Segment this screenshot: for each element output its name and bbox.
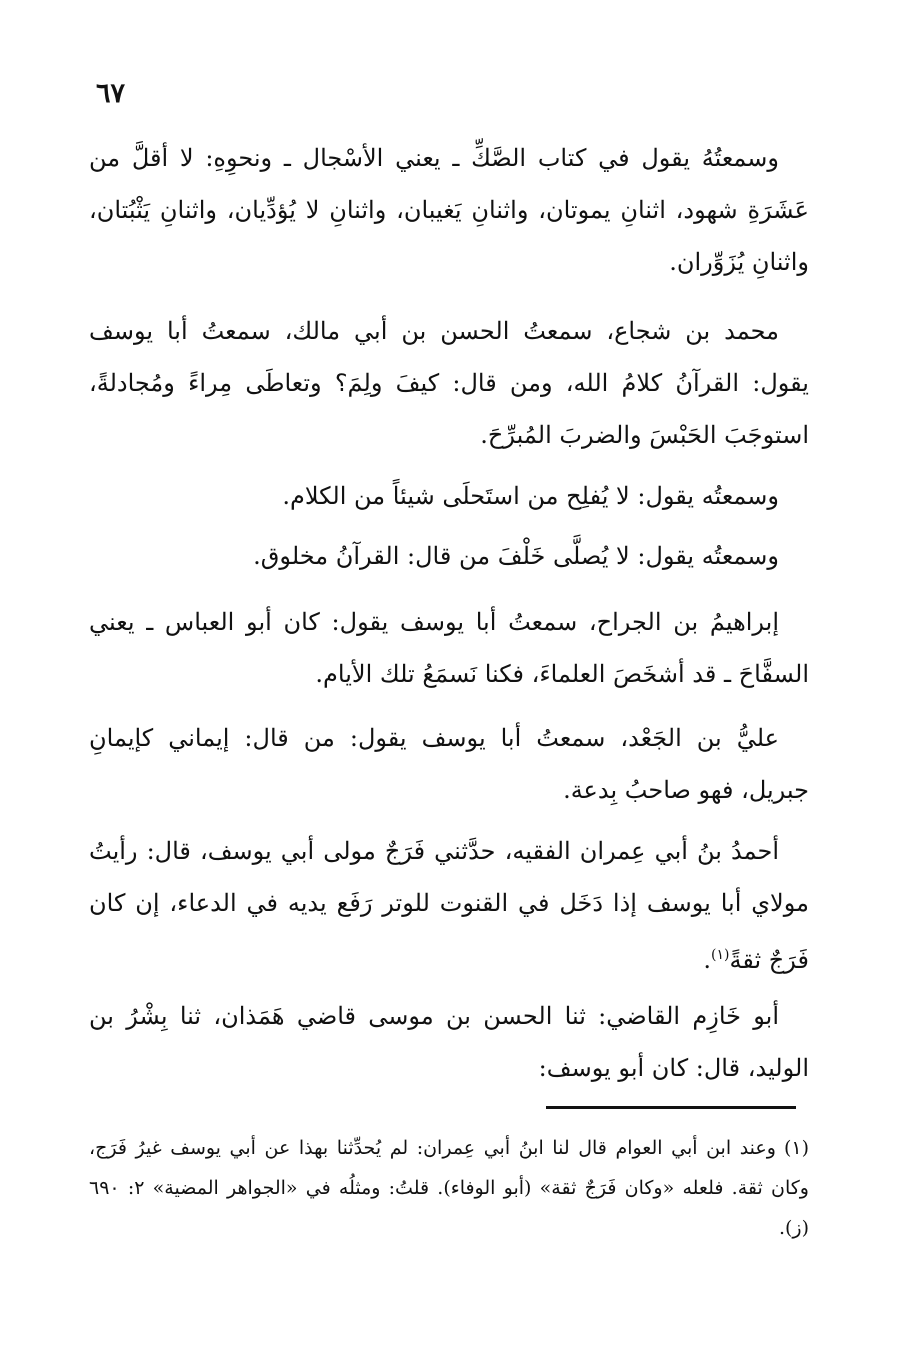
paragraph-text: أحمدُ بنُ أبي عِمران الفقيه، حدَّثني فَرَجٌ مولى أبي يوسف، قال: رأيتُ مولاي أبا يوسف إذا دَخَل في القنوت للوتر رَفَع يديه في الدعاء، إن كان فَرَجٌ ثقةً bbox=[89, 837, 809, 974]
paragraph-text: وسمعتُه يقول: لا يُصلَّى خَلْفَ من قال: القرآنُ مخلوق. bbox=[253, 542, 779, 570]
paragraph-8 bbox=[89, 990, 809, 1094]
paragraph-text: أبو خَازِم القاضي: ثنا الحسن بن موسى قاضي هَمَذان، ثنا بِشْرُ بن الوليد، قال: كان أبو يوسف: bbox=[89, 1002, 809, 1082]
paragraph-7 bbox=[89, 825, 809, 986]
paragraph-with-note bbox=[89, 825, 809, 986]
paragraph-4 bbox=[89, 530, 809, 582]
footnote-text: وعند ابن أبي العوام قال لنا ابنُ أبي عِمران: لم يُحدِّثنا بهذا عن أبي يوسف غيرُ فَرَج، وكان ثقة. فلعله «وكان فَرَجٌ ثقة» (أبو الوفاء). قلتُ: ومثلُه في «الجواهر المضية» ٢: ٦٩٠ (ز). bbox=[89, 1137, 809, 1239]
footnote-divider bbox=[546, 1106, 796, 1109]
paragraph-text: عليُّ بن الجَعْد، سمعتُ أبا يوسف يقول: من قال: إيماني كإيمانِ جبريل، فهو صاحبُ بِدعة. bbox=[89, 724, 809, 804]
paragraph-6 bbox=[89, 712, 809, 816]
footnote-reference: (١) bbox=[711, 947, 730, 963]
paragraph-text: إبراهيمُ بن الجراح، سمعتُ أبا يوسف يقول: كان أبو العباس ـ يعني السفَّاحَ ـ قد أشخَصَ العلماءَ، فكنا نَسمَعُ تلك الأيام. bbox=[89, 608, 809, 688]
paragraph-2 bbox=[89, 305, 809, 461]
paragraph-1 bbox=[89, 132, 809, 288]
paragraph-5 bbox=[89, 596, 809, 700]
footnote bbox=[89, 1128, 809, 1248]
paragraph-text: محمد بن شجاع، سمعتُ الحسن بن أبي مالك، سمعتُ أبا يوسف يقول: القرآنُ كلامُ الله، ومن قال: كيفَ ولِمَ؟ وتعاطَى مِراءً ومُجادلةً، استوجَبَ الحَبْسَ والضربَ المُبرِّحَ. bbox=[89, 317, 809, 449]
paragraph-text: وسمعتُه يقول: لا يُفلِح من استَحلَى شيئاً من الكلام. bbox=[282, 482, 779, 510]
page-number: ٦٧ bbox=[96, 78, 126, 109]
paragraph-text: وسمعتُهُ يقول في كتاب الصَّكِّ ـ يعني الأسْجال ـ ونحوِهِ: لا أقلَّ من عَشَرَةِ شهود، اثنانِ يموتان، واثنانِ يَغيبان، واثنانِ لا يُؤدِّيان، واثنانِ يَثْبُتان، واثنانِ يُزَوِّران. bbox=[89, 144, 809, 276]
footnote-marker: (١) bbox=[783, 1137, 809, 1159]
paragraph-end-punctuation: . bbox=[703, 946, 711, 974]
paragraph-3 bbox=[89, 470, 809, 522]
